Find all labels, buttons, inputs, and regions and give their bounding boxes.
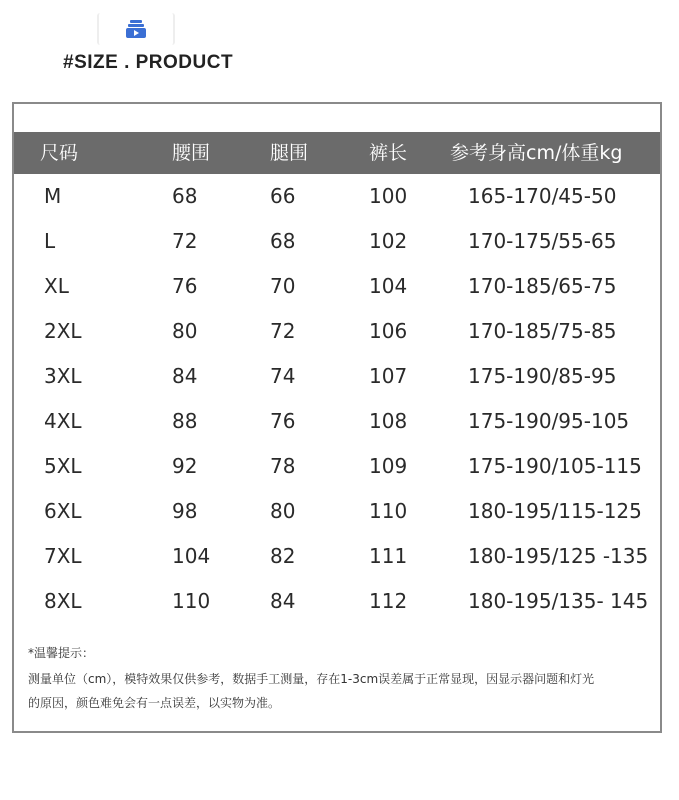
cell-waist: 88 [172, 409, 198, 433]
cell-height-weight: 180-195/115-125 [468, 499, 642, 523]
cell-thigh: 72 [270, 319, 296, 343]
cell-height-weight: 170-185/65-75 [468, 274, 617, 298]
table-row [14, 174, 660, 219]
cell-length: 102 [369, 229, 408, 253]
cell-waist: 72 [172, 229, 198, 253]
cell-thigh: 84 [270, 589, 296, 613]
cell-size: L [44, 229, 56, 253]
cell-thigh: 68 [270, 229, 296, 253]
cell-waist: 76 [172, 274, 198, 298]
cell-length: 104 [369, 274, 408, 298]
cell-length: 107 [369, 364, 408, 388]
cell-height-weight: 180-195/125 -135 [468, 544, 649, 568]
cell-thigh: 80 [270, 499, 296, 523]
cell-height-weight: 175-190/95-105 [468, 409, 630, 433]
cell-thigh: 74 [270, 364, 296, 388]
cell-height-weight: 165-170/45-50 [468, 184, 617, 208]
icon-frame [97, 13, 175, 45]
cell-size: 5XL [44, 454, 82, 478]
cell-height-weight: 175-190/105-115 [468, 454, 642, 478]
cell-length: 111 [369, 544, 408, 568]
cell-height-weight: 175-190/85-95 [468, 364, 617, 388]
video-folder-icon [97, 13, 175, 45]
cell-thigh: 70 [270, 274, 296, 298]
cell-waist: 98 [172, 499, 198, 523]
column-header-height-weight: 参考身高cm/体重kg [450, 142, 623, 164]
note-line: 测量单位（cm），模特效果仅供参考，数据手工测量，存在1-3cm误差属于正常显现，因显示器问题和灯光 [28, 672, 595, 686]
cell-waist: 110 [172, 589, 211, 613]
column-header-size: 尺码 [40, 142, 79, 164]
note-line: 的原因，颜色难免会有一点误差，以实物为准。 [28, 696, 281, 710]
cell-size: 6XL [44, 499, 82, 523]
cell-length: 112 [369, 589, 408, 613]
cell-length: 110 [369, 499, 408, 523]
cell-length: 109 [369, 454, 408, 478]
table-row [14, 264, 660, 309]
cell-height-weight: 180-195/135- 145 [468, 589, 649, 613]
cell-size: 8XL [44, 589, 82, 613]
cell-size: M [44, 184, 62, 208]
table-row [14, 219, 660, 264]
table-header [14, 132, 660, 174]
cell-waist: 92 [172, 454, 198, 478]
cell-length: 106 [369, 319, 408, 343]
cell-waist: 84 [172, 364, 198, 388]
table-row [14, 489, 660, 534]
cell-size: 4XL [44, 409, 82, 433]
table-row [14, 534, 660, 579]
cell-size: 7XL [44, 544, 82, 568]
cell-thigh: 66 [270, 184, 296, 208]
cell-waist: 68 [172, 184, 198, 208]
cell-length: 108 [369, 409, 408, 433]
table-row [14, 579, 660, 624]
page-title: #SIZE . PRODUCT [63, 52, 234, 73]
table-row [14, 444, 660, 489]
column-header-waist: 腰围 [172, 142, 211, 164]
cell-height-weight: 170-185/75-85 [468, 319, 617, 343]
table-row [14, 309, 660, 354]
cell-waist: 104 [172, 544, 211, 568]
table-row [14, 354, 660, 399]
column-header-thigh: 腿围 [270, 142, 309, 164]
size-chart-card [12, 102, 662, 733]
cell-size: 2XL [44, 319, 82, 343]
cell-thigh: 82 [270, 544, 296, 568]
cell-thigh: 76 [270, 409, 296, 433]
cell-size: 3XL [44, 364, 82, 388]
cell-thigh: 78 [270, 454, 296, 478]
cell-length: 100 [369, 184, 408, 208]
cell-waist: 80 [172, 319, 198, 343]
cell-height-weight: 170-175/55-65 [468, 229, 617, 253]
column-header-length: 裤长 [369, 142, 408, 164]
note-title: *温馨提示： [28, 646, 95, 660]
table-row [14, 399, 660, 444]
cell-size: XL [44, 274, 69, 298]
